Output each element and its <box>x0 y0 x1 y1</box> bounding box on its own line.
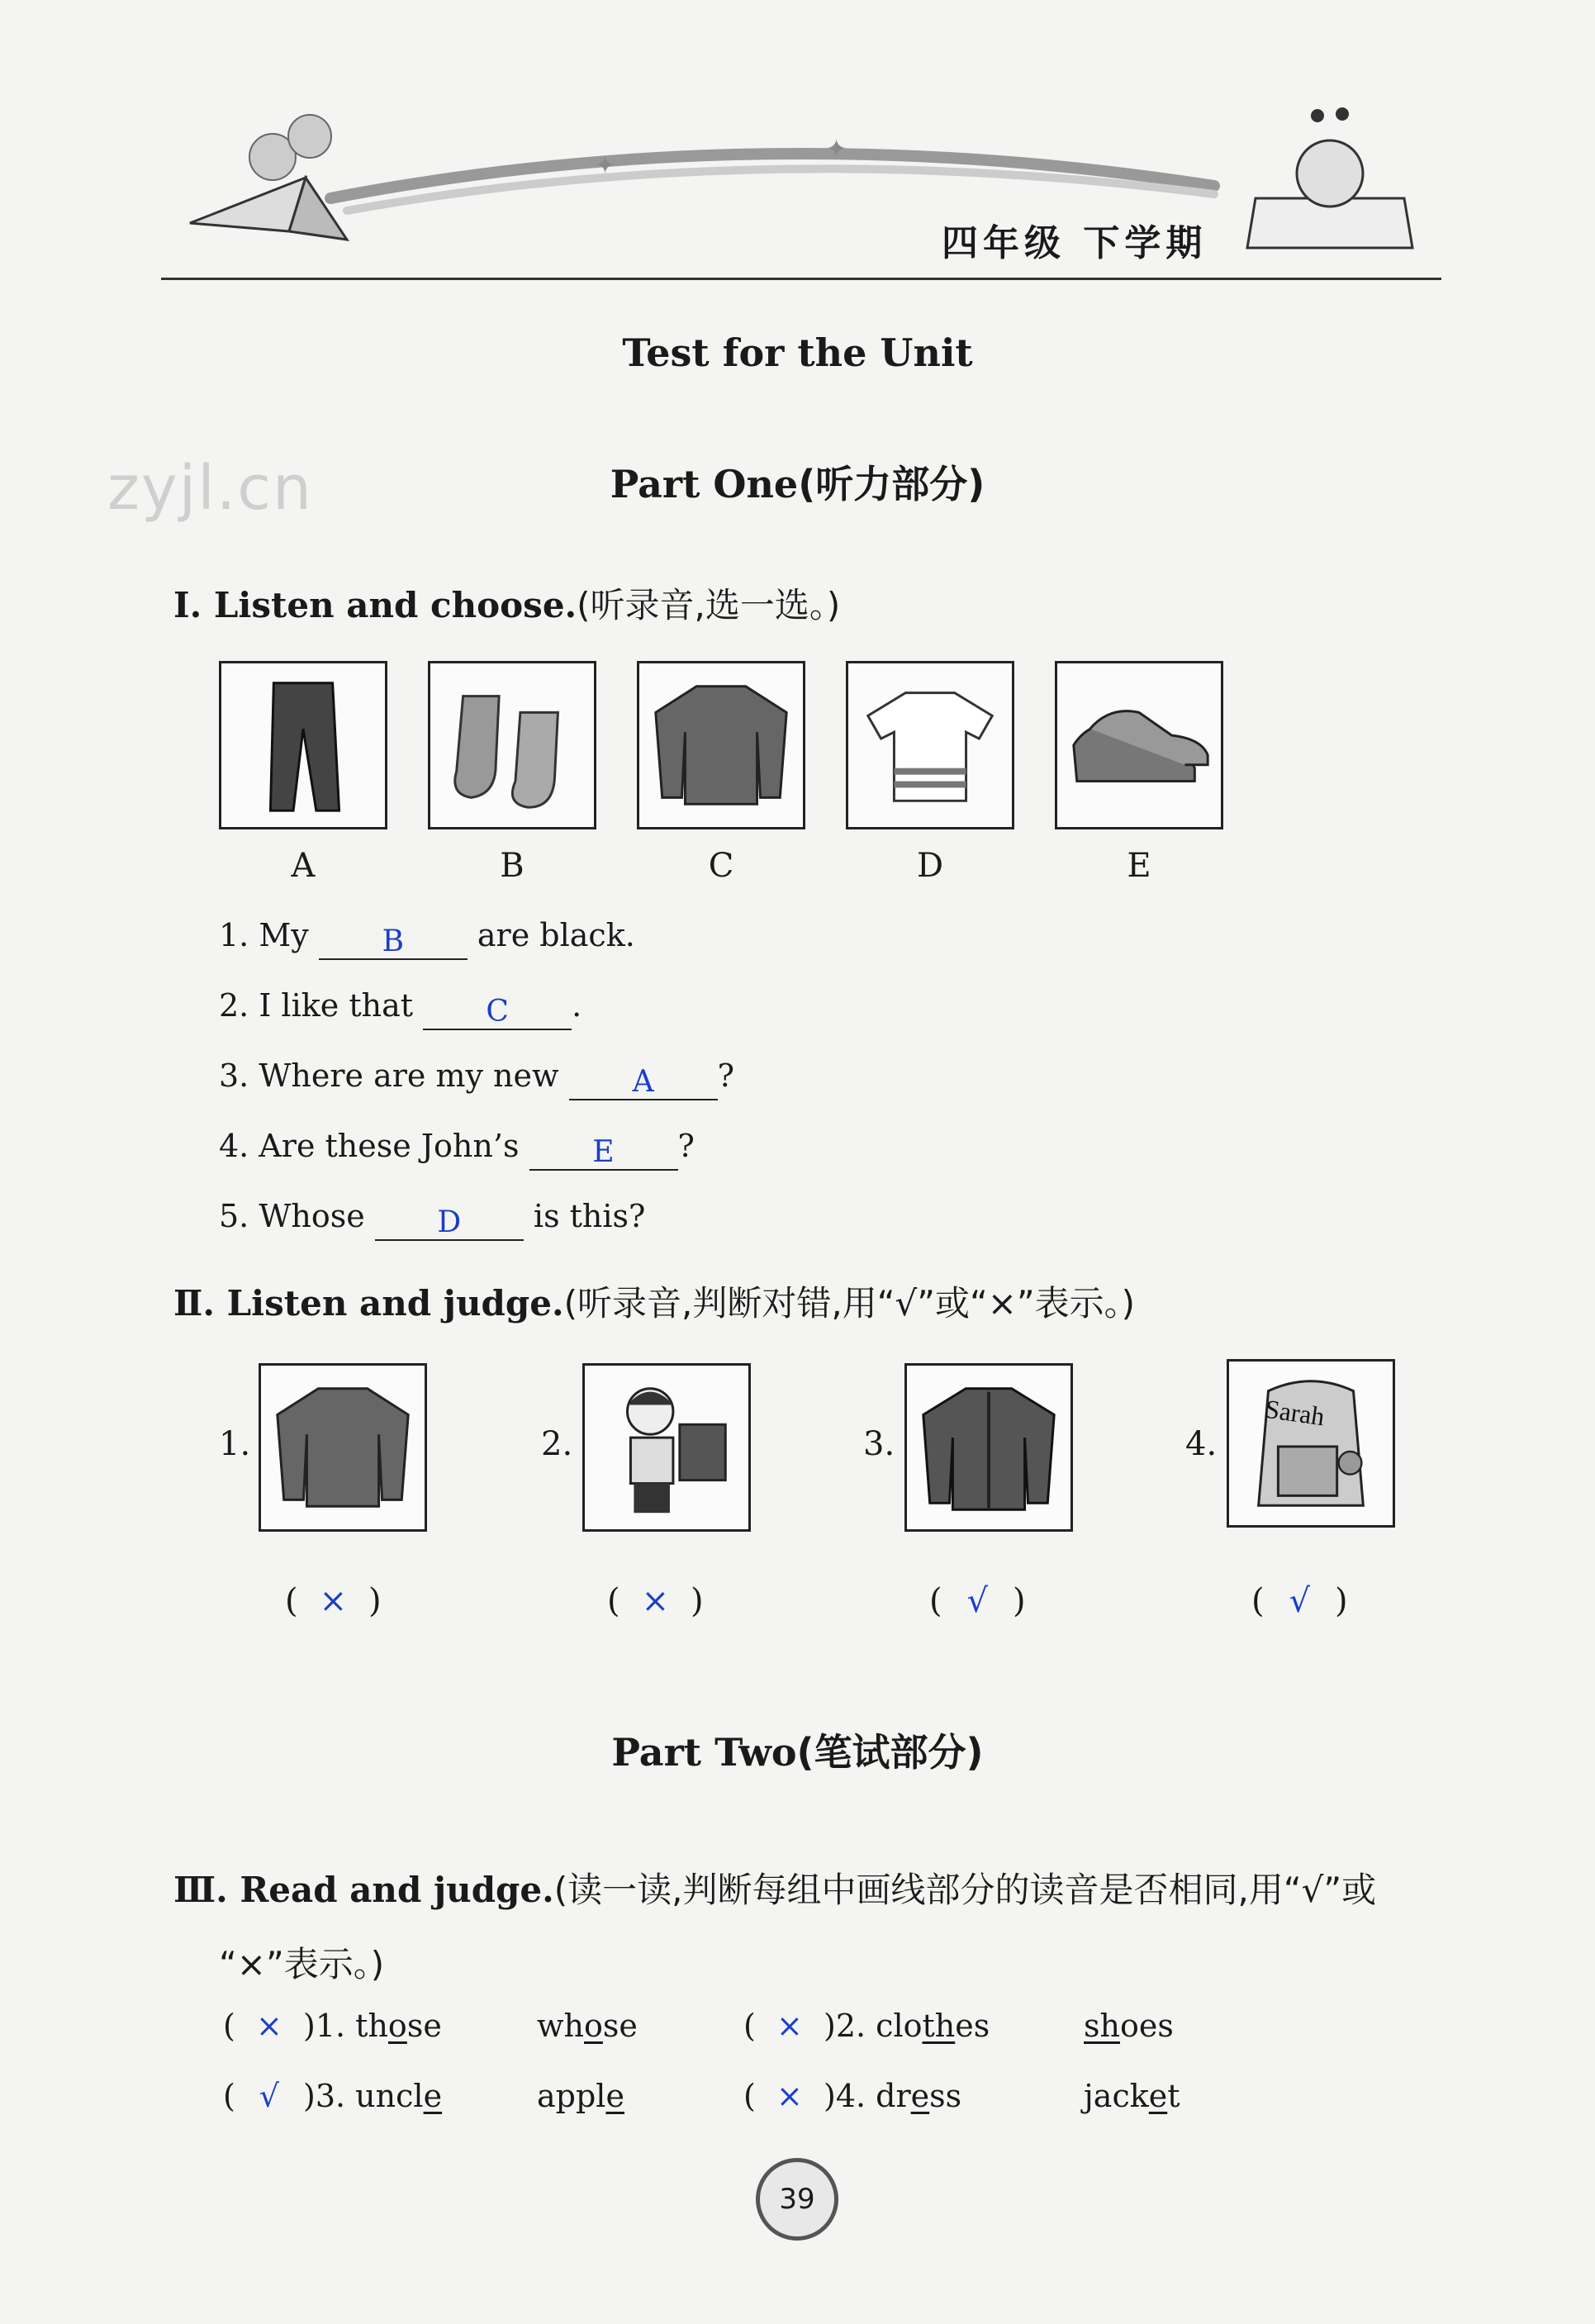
picture-d-tshirt <box>846 661 1014 829</box>
phonics-item-2: ( × )2. clothes <box>743 2008 990 2044</box>
answer-blank[interactable]: A <box>569 1066 718 1100</box>
judge-answer-4: ( √ ) <box>1251 1582 1348 1620</box>
answer-blank[interactable]: B <box>319 925 468 960</box>
phonics-answer[interactable]: × <box>776 2078 803 2114</box>
phonics-item-2-word2: shoes <box>1084 2008 1174 2044</box>
phonics-item-1-word2: whose <box>537 2008 638 2044</box>
header-decoration <box>182 99 1437 281</box>
phonics-item-4: ( × )4. dress <box>743 2078 962 2114</box>
item-number: 4. <box>1185 1425 1218 1463</box>
section-2-heading: Ⅱ. Listen and judge.(听录音,判断对错,用“√”或“×”表示。) <box>173 1283 1136 1324</box>
answer-blank[interactable]: E <box>529 1136 678 1171</box>
part-one-title: Part One(听力部分) <box>610 462 985 506</box>
section-1-heading: Ⅰ. Listen and choose.(听录音,选一选。) <box>173 585 841 625</box>
picture-a-trousers <box>219 661 387 829</box>
grade-label: 四年级 下学期 <box>942 222 1208 264</box>
svg-text:✦: ✦ <box>595 151 616 180</box>
jacket-icon <box>907 1366 1070 1529</box>
picture-letter: D <box>916 847 944 885</box>
phonics-answer[interactable]: × <box>255 2008 282 2044</box>
shoes-icon <box>1057 663 1221 827</box>
tshirt-icon <box>848 663 1012 827</box>
picture-letter: C <box>708 847 734 885</box>
phonics-item-1: ( × )1. those <box>223 2008 442 2044</box>
backpack-icon <box>1229 1362 1393 1525</box>
bag-name-label: Sarah <box>1263 1394 1327 1432</box>
question-2: 2. I like that C . <box>219 987 582 1029</box>
item-number: 3. <box>863 1425 895 1463</box>
socks-icon <box>430 663 594 827</box>
part-two-title: Part Two(笔试部分) <box>611 1730 984 1775</box>
phonics-item-3: ( √ )3. uncle <box>223 2078 443 2114</box>
judge-answer-2: ( × ) <box>607 1582 704 1620</box>
question-4: 4. Are these John’s E ? <box>219 1128 695 1169</box>
item-number: 1. <box>219 1425 251 1463</box>
picture-c-sweater <box>637 661 805 829</box>
page-number: 39 <box>756 2158 838 2241</box>
phonics-answer[interactable]: √ <box>259 2078 280 2114</box>
header-rule <box>161 278 1441 280</box>
svg-text:✦: ✦ <box>826 135 847 164</box>
sweater-icon <box>639 663 803 827</box>
phonics-answer[interactable]: × <box>776 2008 803 2044</box>
question-5: 5. Whose D is this? <box>219 1198 646 1239</box>
judge-answer-3: ( √ ) <box>929 1582 1026 1620</box>
boy-with-books-icon <box>585 1366 748 1529</box>
phonics-item-3-word2: apple <box>537 2078 624 2114</box>
picture-2-boy-with-books <box>582 1363 751 1532</box>
picture-b-socks <box>428 661 596 829</box>
sweater-icon <box>261 1366 425 1529</box>
item-number: 2. <box>541 1425 573 1463</box>
picture-letter: B <box>500 847 525 885</box>
phonics-item-4-word2: jacket <box>1084 2078 1180 2114</box>
question-1: 1. My B are black. <box>219 917 635 958</box>
trousers-icon <box>221 663 385 827</box>
question-3: 3. Where are my new A ? <box>219 1057 735 1099</box>
answer-blank[interactable]: C <box>423 996 572 1030</box>
judge-answer-1: ( × ) <box>285 1582 382 1620</box>
watermark: zyjl.cn <box>107 453 313 524</box>
picture-letter: E <box>1127 847 1151 885</box>
picture-e-shoes <box>1055 661 1223 829</box>
section-3-heading-continued: “×”表示。) <box>219 1944 385 1984</box>
section-3-heading: Ⅲ. Read and judge.(读一读,判断每组中画线部分的读音是否相同,用“√”或 <box>173 1870 1377 1910</box>
picture-3-jacket <box>904 1363 1073 1532</box>
page-title: Test for the Unit <box>622 330 973 375</box>
picture-letter: A <box>291 847 316 885</box>
picture-1-sweater <box>259 1363 427 1532</box>
answer-blank[interactable]: D <box>375 1206 524 1241</box>
picture-4-backpack <box>1227 1359 1395 1528</box>
